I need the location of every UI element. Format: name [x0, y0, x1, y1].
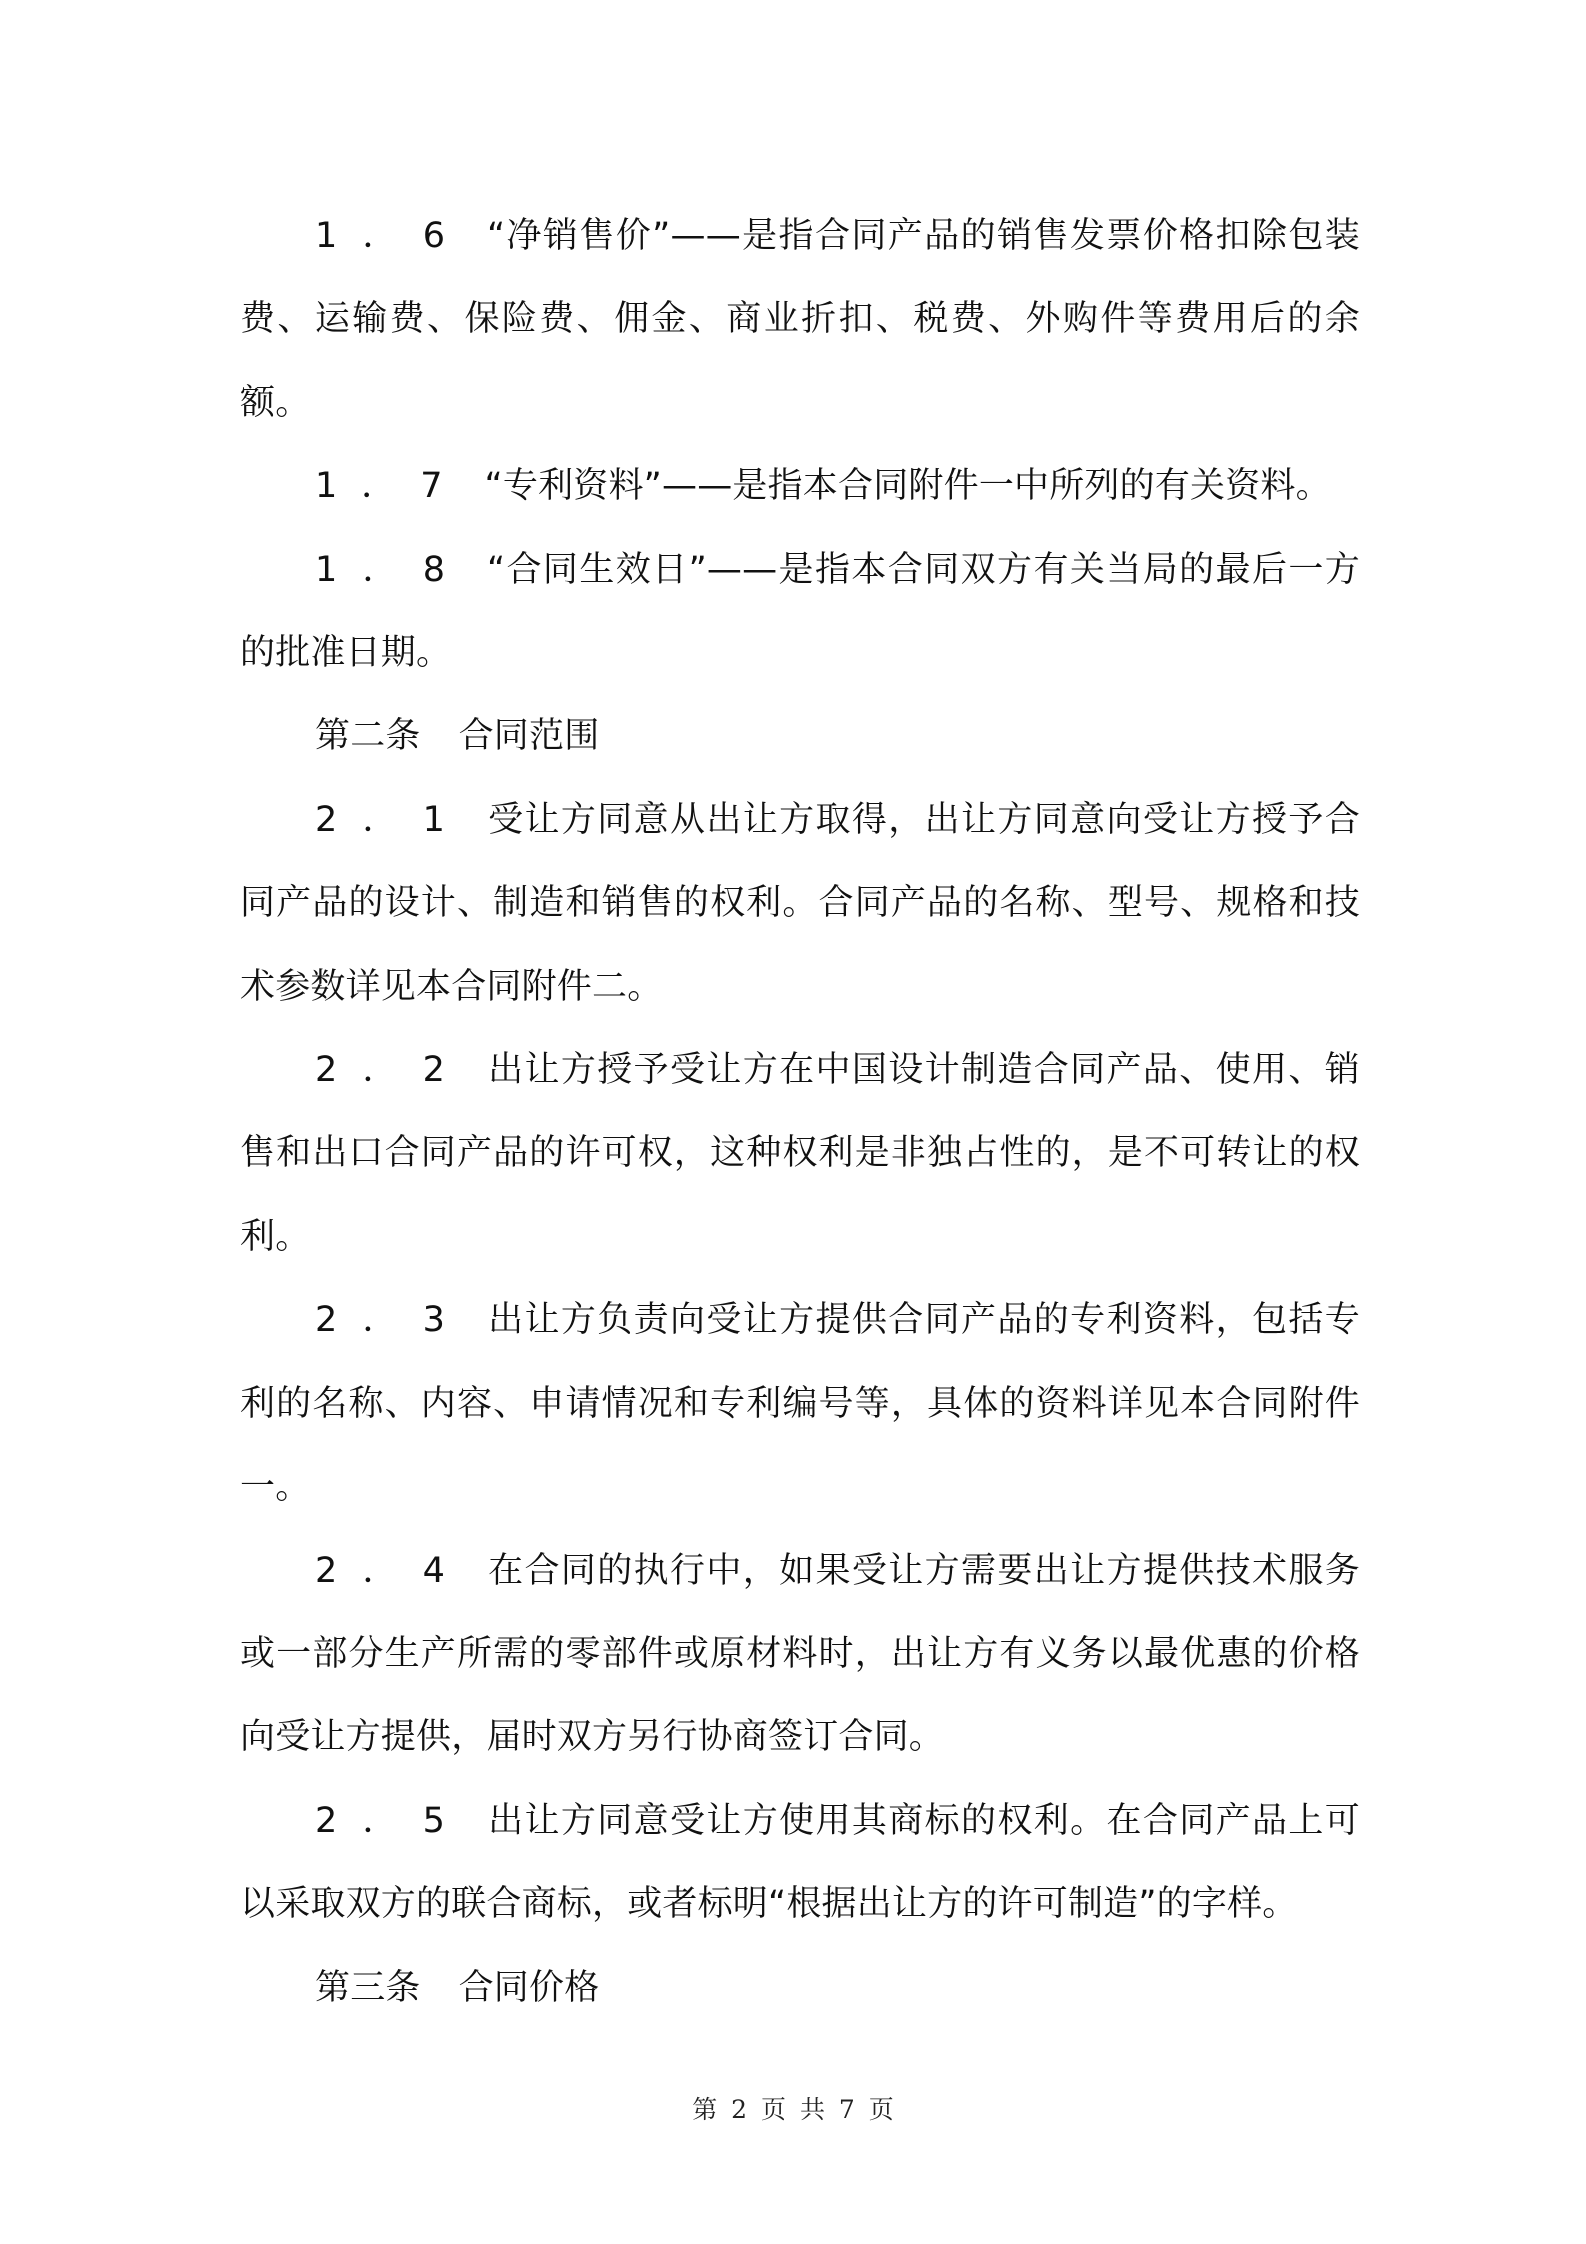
clause-2-2: [240, 1029, 1360, 1279]
clause-number: 2．3: [315, 1300, 469, 1341]
clause-number: 2．1: [315, 799, 469, 840]
article-3-heading: [240, 1947, 1360, 2030]
clause-1-7: [240, 445, 1360, 528]
clause-2-4: [240, 1530, 1360, 1780]
clause-text: “专利资料”——是指本合同附件一中所列的有关资料。: [484, 466, 1331, 507]
clause-text: “净销售价”——是指合同产品的销售发票价格扣除包装费、运输费、保险费、佣金、商业折扣、税费、外购件等费用后的余额。: [240, 216, 1360, 423]
article-2-heading: [240, 695, 1360, 778]
clause-number: 1．8: [315, 549, 469, 590]
clause-2-3: [240, 1279, 1360, 1529]
clause-number: 2．5: [315, 1800, 469, 1841]
clause-1-8: [240, 529, 1360, 696]
clause-text: 出让方授予受让方在中国设计制造合同产品、使用、销售和出口合同产品的许可权，这种权利是非独占性的，是不可转让的权利。: [240, 1050, 1360, 1257]
article-title: 合同范围: [458, 716, 600, 757]
clause-1-6: [240, 195, 1360, 445]
clause-number: 2．2: [315, 1050, 469, 1091]
clause-2-5: [240, 1780, 1360, 1947]
clause-text: 在合同的执行中，如果受让方需要出让方提供技术服务或一部分生产所需的零部件或原材料时，出让方有义务以最优惠的价格向受让方提供，届时双方另行协商签订合同。: [240, 1550, 1360, 1758]
article-label: 第二条: [315, 716, 421, 757]
clause-text: “合同生效日”——是指本合同双方有关当局的最后一方的批准日期。: [240, 549, 1360, 674]
document-body: [240, 195, 1360, 2030]
clause-text: 出让方负责向受让方提供合同产品的专利资料，包括专利的名称、内容、申请情况和专利编号等，具体的资料详见本合同附件一。: [240, 1300, 1360, 1508]
article-label: 第三条: [315, 1967, 421, 2008]
article-title: 合同价格: [458, 1967, 600, 2008]
clause-text: 受让方同意从出让方取得，出让方同意向受让方授予合同产品的设计、制造和销售的权利。合同产品的名称、型号、规格和技术参数详见本合同附件二。: [240, 799, 1360, 1007]
clause-number: 1．7: [315, 466, 467, 507]
clause-number: 2．4: [315, 1550, 469, 1591]
clause-text: 出让方同意受让方使用其商标的权利。在合同产品上可以采取双方的联合商标，或者标明“根据出让方的许可制造”的字样。: [240, 1800, 1360, 1925]
page-footer: 第 2 页 共 7 页: [692, 2095, 894, 2124]
clause-number: 1．6: [315, 216, 469, 256]
clause-2-1: [240, 779, 1360, 1029]
